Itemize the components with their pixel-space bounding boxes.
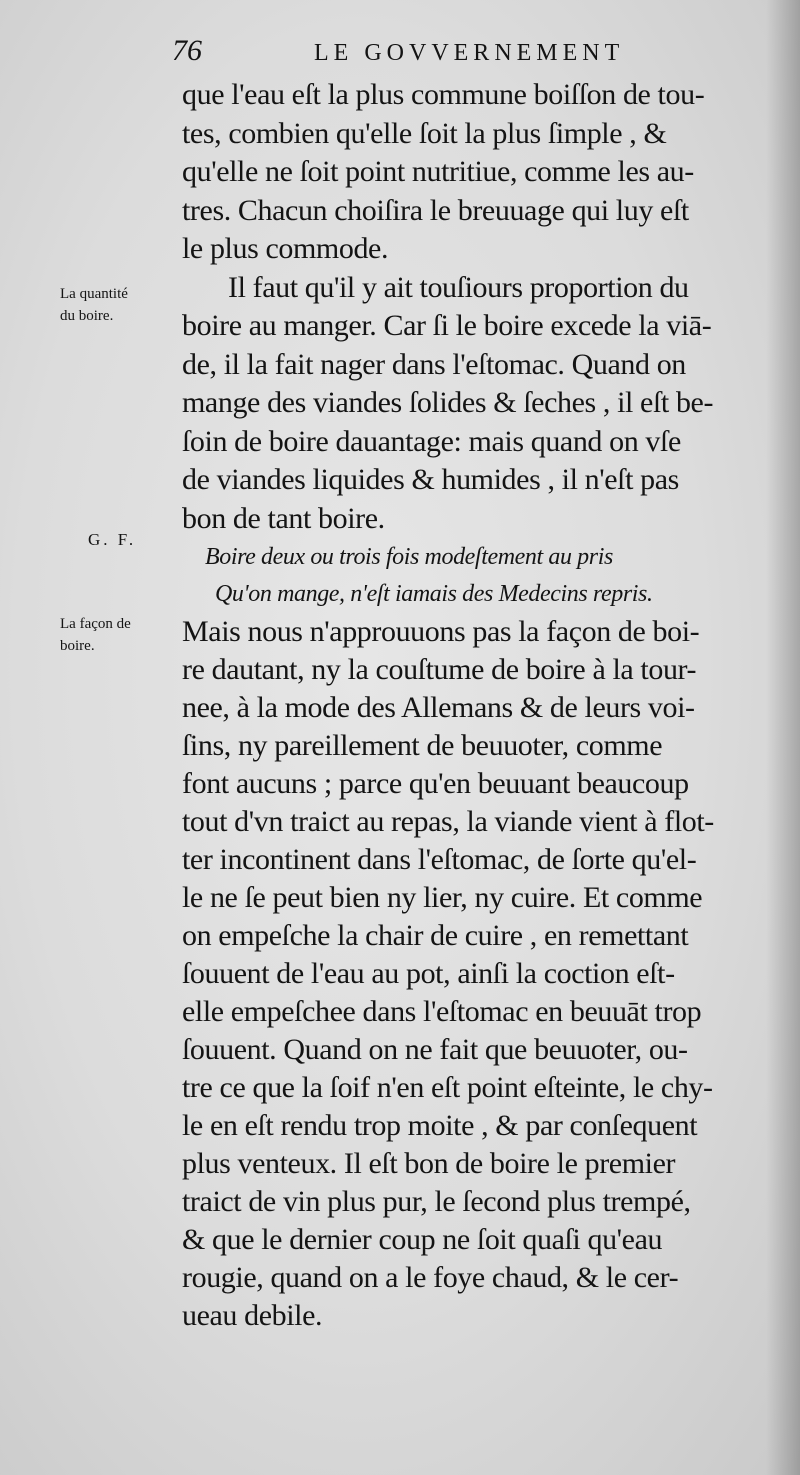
- verse-line: Boire deux ou trois fois modeſtement au pris: [205, 544, 613, 570]
- text-line: font aucuns ; parce qu'en beuuant beaucoup: [182, 767, 689, 800]
- text-line: ſouuent. Quand on ne fait que beuuoter, ou-: [182, 1033, 688, 1066]
- text-line: le en eſt rendu trop moite , & par conſequent: [182, 1109, 698, 1142]
- text-line: de viandes liquides & humides , il n'eſt pas: [182, 463, 679, 496]
- verse-line: Qu'on mange, n'eſt iamais des Medecins repris.: [215, 581, 653, 607]
- text-line: re dautant, ny la couſtume de boire à la tour-: [182, 653, 697, 686]
- text-line: le plus commode.: [182, 232, 389, 265]
- text-line: ſins, ny pareillement de beuuoter, comme: [182, 729, 663, 762]
- text-line: tre ce que la ſoif n'en eſt point eſteinte, le chy-: [182, 1071, 713, 1104]
- text-line: de, il la fait nager dans l'eſtomac. Quand on: [182, 348, 686, 381]
- text-line: ter incontinent dans l'eſtomac, de ſorte qu'el-: [182, 843, 697, 876]
- text-line: rougie, quand on a le foye chaud, & le cer-: [182, 1261, 679, 1294]
- text-line: boire au manger. Car ſi le boire excede la viā-: [182, 309, 712, 342]
- text-line: ſouuent de l'eau au pot, ainſi la coction eſt-: [182, 957, 675, 990]
- text-line: on empeſche la chair de cuire , en remettant: [182, 919, 689, 952]
- text-line: le ne ſe peut bien ny lier, ny cuire. Et comme: [182, 881, 703, 914]
- margin-note: boire.: [60, 638, 95, 654]
- margin-note: La façon de: [60, 616, 131, 632]
- text-line: tout d'vn traict au repas, la viande vient à flot-: [182, 805, 714, 838]
- text-line: ſoin de boire dauantage: mais quand on vſe: [182, 425, 681, 458]
- text-line: Il faut qu'il y ait touſiours proportion du: [228, 271, 689, 304]
- margin-note: G. F.: [88, 530, 137, 549]
- page-number: 76: [172, 34, 202, 67]
- text-line: plus venteux. Il eſt bon de boire le premier: [182, 1147, 676, 1180]
- text-line: qu'elle ne ſoit point nutritiue, comme les au-: [182, 155, 694, 188]
- text-line: tres. Chacun choiſira le breuuage qui luy eſt: [182, 194, 689, 227]
- running-header: [172, 34, 652, 74]
- text-line: Mais nous n'approuuons pas la façon de boi-: [182, 615, 700, 648]
- margin-note: La quantité: [60, 286, 128, 302]
- page-gutter-shadow: [766, 0, 800, 1475]
- text-line: ueau debile.: [182, 1299, 323, 1332]
- running-title: LE GOVVERNEMENT: [314, 40, 625, 66]
- text-line: tes, combien qu'elle ſoit la plus ſimple , &: [182, 117, 667, 150]
- text-line: traict de vin plus pur, le ſecond plus trempé,: [182, 1185, 691, 1218]
- text-line: elle empeſchee dans l'eſtomac en beuuāt trop: [182, 995, 702, 1028]
- text-line: bon de tant boire.: [182, 502, 385, 535]
- margin-note: du boire.: [60, 308, 114, 324]
- text-line: mange des viandes ſolides & ſeches , il eſt be-: [182, 386, 714, 419]
- text-line: nee, à la mode des Allemans & de leurs voi-: [182, 691, 695, 724]
- text-line: que l'eau eſt la plus commune boiſſon de tou-: [182, 78, 705, 111]
- text-line: & que le dernier coup ne ſoit quaſi qu'eau: [182, 1223, 663, 1256]
